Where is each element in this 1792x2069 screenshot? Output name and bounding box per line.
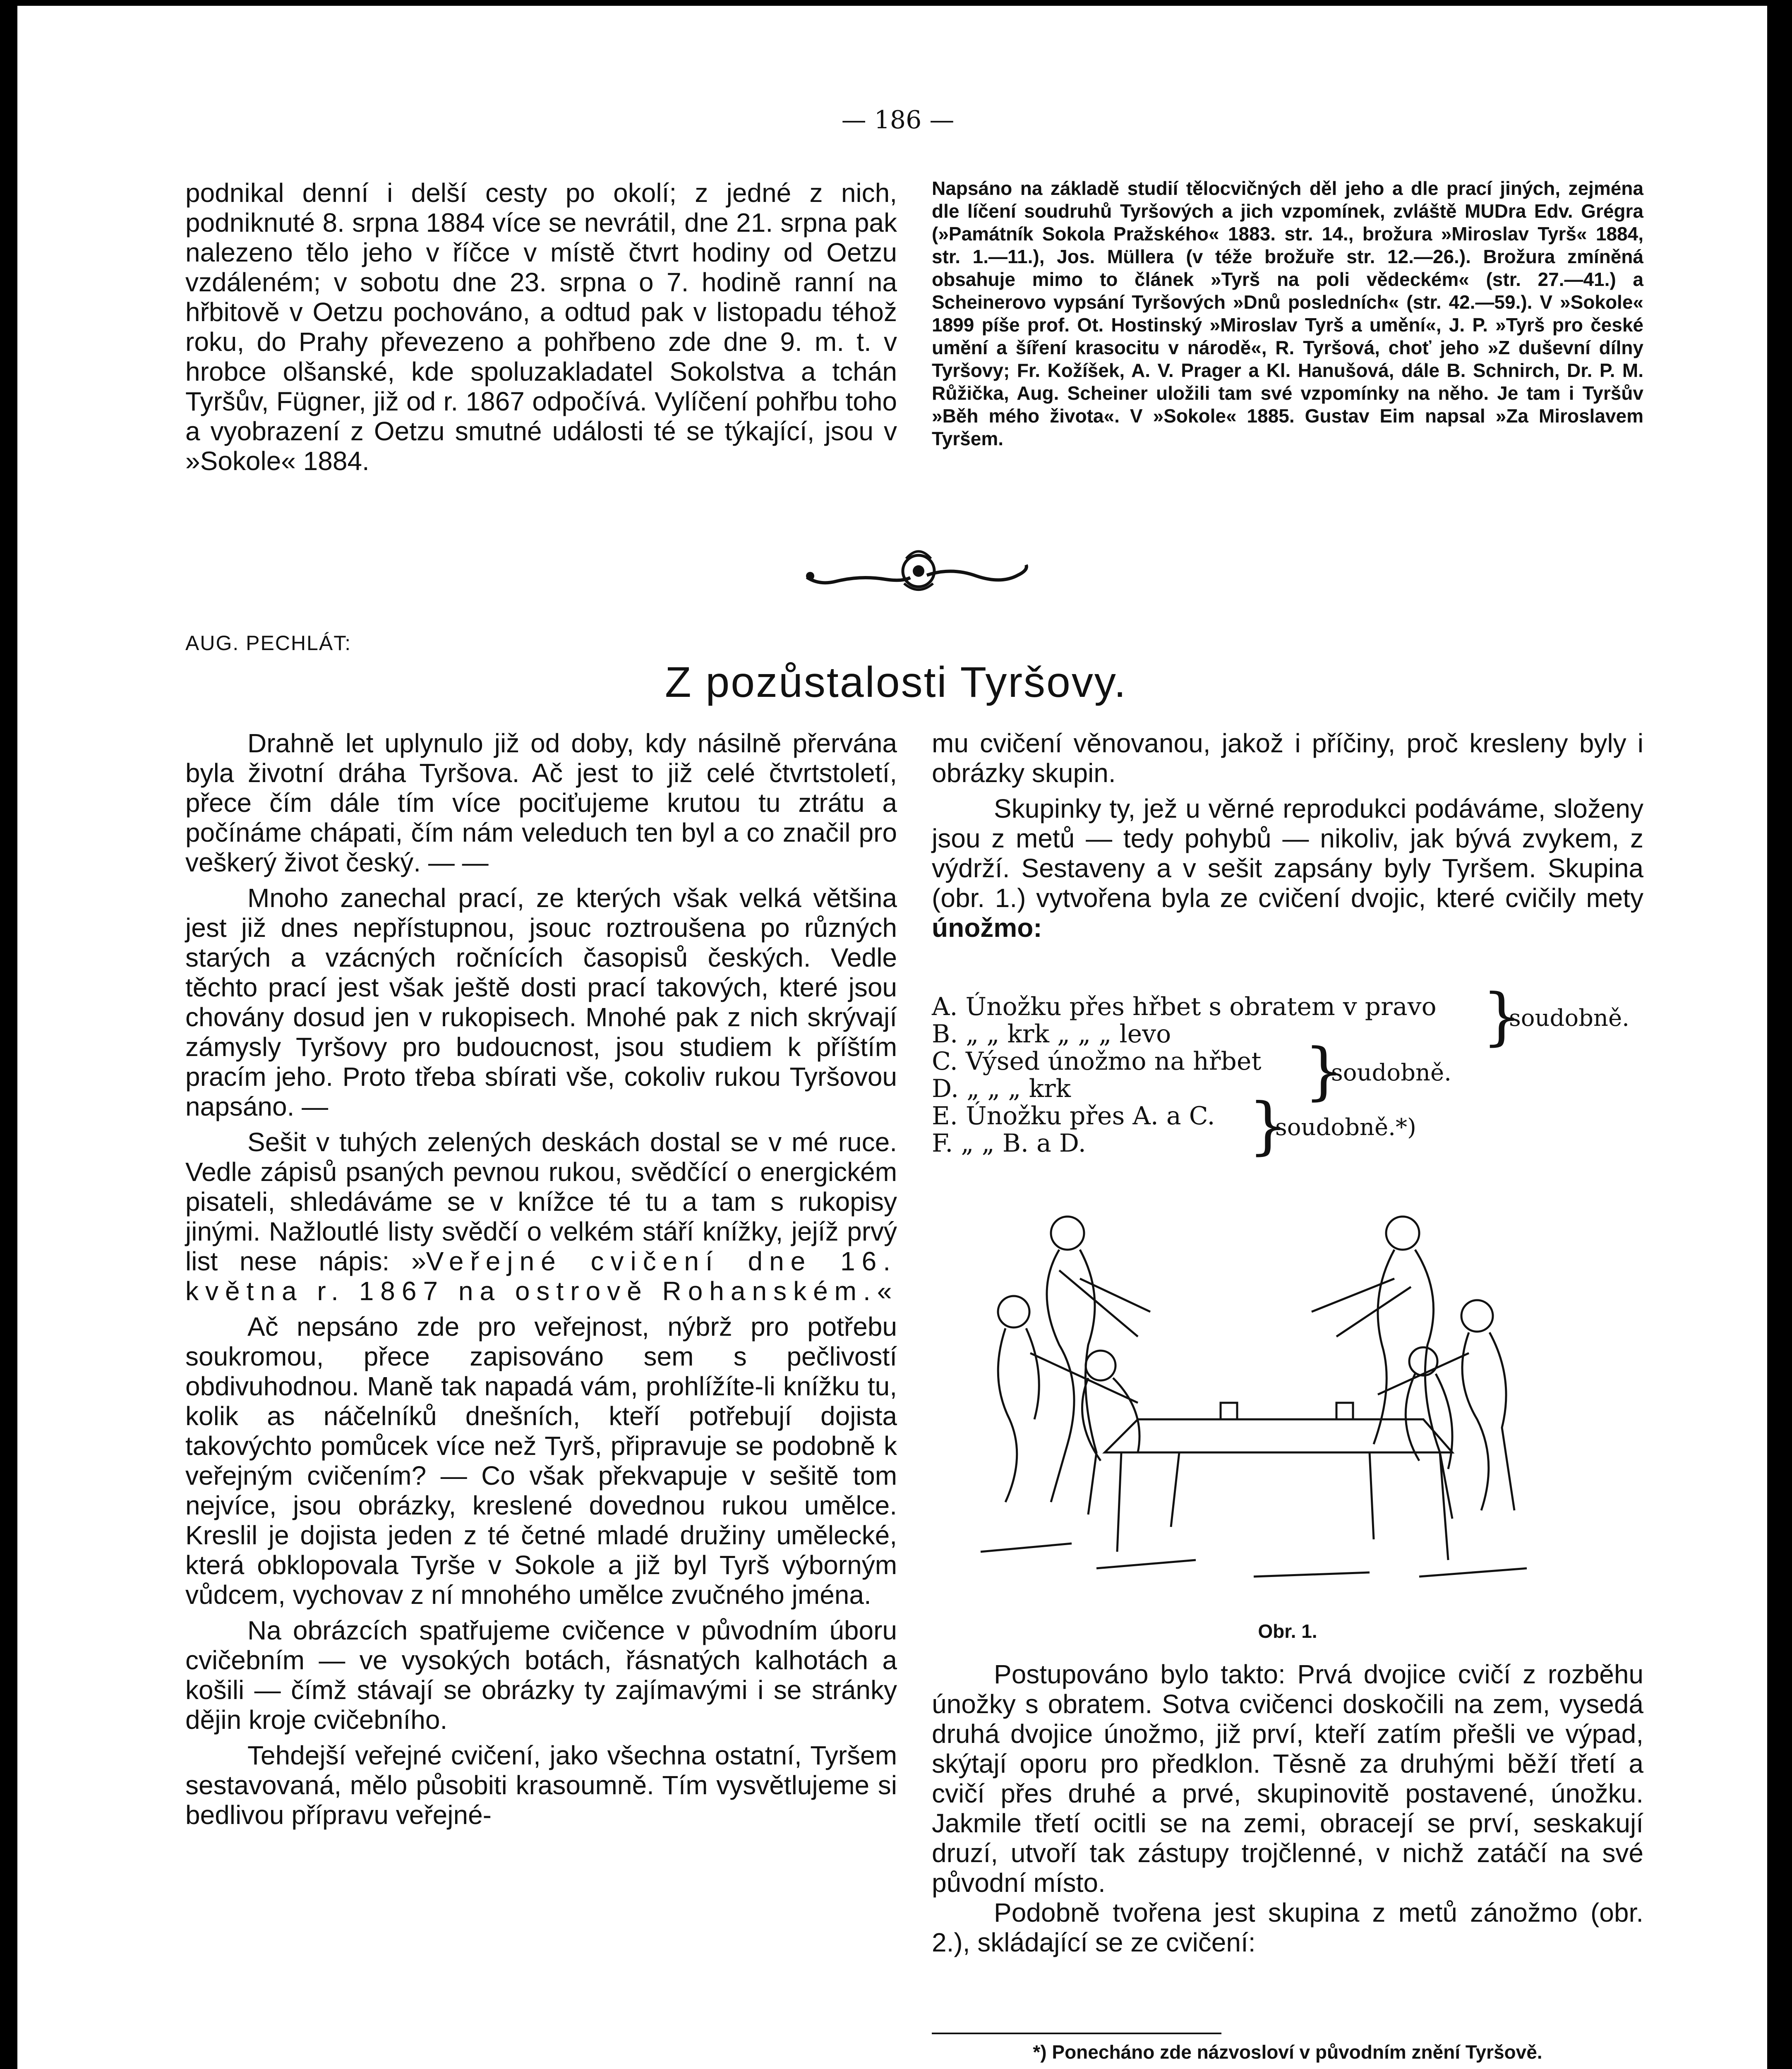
- footnote-divider: [932, 2033, 1221, 2034]
- right-column-continued: [932, 1659, 1643, 1957]
- gymnasts-group-illustration: [964, 1188, 1552, 1601]
- paragraph: [185, 1127, 897, 1306]
- brace-label: soudobně.: [1509, 1005, 1629, 1032]
- article-title: Z pozůstalosti Tyršovy.: [665, 658, 1127, 706]
- list-item: A. Únožku přes hřbet s obratem v pravo: [932, 992, 1437, 1021]
- text-span: Sešit v tuhých zelených deskách dostal se v mé ruce. Vedle zápisů psaných pevnou rukou, svědčící o energickém pisateli, shledáváme se v knížce té tu a tam s rukopisy jinými. Nažloutlé listy svědčí o velkém stáří knížky, jejíž prvý list nese nápis: »: [185, 1127, 897, 1276]
- top-right-note: Napsáno na základě studií tělocvičných děl jeho a dle prací jiných, zejména dle líčení soudruhů Tyršových a jich vzpomínek, zvláště MUDra Edv. Grégra (»Památník Sokola Pražského« 1883. str. 14., brožura »Miroslav Tyrš« 1884, str. 1.—11.), Jos. Müllera (v téže brožuře str. 12.—26.). Brožura zmíněná obsahuje mimo to článek »Tyrš na poli vědeckém« (str. 27.—41.) a Scheinerovo vypsání Tyršových »Dnů posledních« (str. 42.—59.). V »Sokole« 1899 píše prof. Ot. Hostinský »Miroslav Tyrš a umění«, J. P. »Tyrš pro české umění a šíření krasocitu v národě«, R. Tyršová, choť jeho »Z duševní dílny Tyršovy; Fr. Kožíšek, A. V. Prager a Kl. Hanušová, dále B. Schnirch, Dr. P. M. Růžička, Aug. Scheiner uložili tam své vzpomínky na něho. Je tam i Tyršův »Běh mého života«. V »Sokole« 1885. Gustav Eim napsal »Za Miroslavem Tyršem.: [932, 178, 1643, 449]
- list-item: C. Výsed únožmo na hřbet: [932, 1047, 1262, 1076]
- paragraph: mu cvičení věnovanou, jakož i příčiny, proč kresleny byly i obrázky skupin.: [932, 728, 1643, 788]
- brace: }: [1304, 1035, 1344, 1107]
- paragraph: Podobně tvořena jest skupina z metů zánožmo (obr. 2.), skládající se ze cvičení:: [932, 1898, 1643, 1957]
- text-span: «: [877, 1276, 892, 1306]
- paragraph: Mnoho zanechal prací, ze kterých však velká většina jest již dnes nepřístupnou, jsouc roztroušena po různých starých a vzácných ročnících časopisů českých. Vedle těchto prací jest však ještě dosti prací takových, které jsou chovány dosud jen v rukopisech. Mnohé pak z nich skrývají zámysly Tyršovy pro budoucnost, jsou studiem k příštím pracím jeho. Proto třeba sbírati vše, cokoliv rukou Tyršovou napsáno. —: [185, 883, 897, 1121]
- bold-text: únožmo:: [932, 913, 1042, 943]
- spaced-heading: Veřejné cvičení dne 16. května r. 1867 na ostrově Rohanském.: [185, 1246, 897, 1306]
- list-item: B. „ „ krk „ „ „ levo: [932, 1020, 1171, 1049]
- figure-caption: Obr. 1.: [1258, 1620, 1317, 1642]
- top-left-paragraph: podnikal denní i delší cesty po okolí; z jedné z nich, podniknuté 8. srpna 1884 více se nevrátil, dne 21. srpna pak nalezeno tělo jeho v říčce v místě čtvrt hodiny od Oetzu vzdáleném; v sobotu dne 23. srpna o 7. hodině ranní na hřbitově v Oetzu pochováno, a odtud pak v listopadu téhož roku, do Prahy převezeno a pohřbeno zde dne 9. m. t. v hrobce olšanské, kde spoluzakladatel Sokolstva a tchán Tyršův, Fügner, již od r. 1867 odpočívá. Vylíčení pohřbu toho a vyobrazení z Oetzu smutné události té se týkající, jsou v »Sokole« 1884.: [185, 178, 897, 476]
- paragraph: Ač nepsáno zde pro veřejnost, nýbrž pro potřebu soukromou, přece zapisováno sem s pečlivostí obdivuhodnou. Maně tak napadá vám, prohlížíte-li knížku tu, kolik as náčelníků dnešních, kteří potřebují dojista takovýchto pomůcek více než Tyrš, připravuje se podobně k veřejným cvičením? — Co však překvapuje v sešitě tom nejvíce, jsou obrázky, kreslené dovednou rukou umělce. Kreslil je dojista jeden z té četné mladé družiny umělecké, která obklopovala Tyrše v Sokole a již byl Tyrš výborným vůdcem, vychovav z ní mnohého umělce zvučného jména.: [185, 1312, 897, 1610]
- author-name: AUG. PECHLÁT:: [185, 631, 352, 655]
- brace: }: [1248, 1090, 1288, 1162]
- paragraph: Na obrázcích spatřujeme cvičence v původním úboru cvičebním — ve vysokých botách, řásnatých kalhotách a košili — čímž stávají se obrázky ty zajímavými i se stránky dějin kroje cvičebního.: [185, 1615, 897, 1735]
- text-span: Skupinky ty, jež u věrné reprodukci podáváme, složeny jsou z metů — tedy pohybů — nikoliv, jak bývá zvykem, z výdrží. Sestaveny a v sešit zapsány byly Tyršem. Skupina (obr. 1.) vytvořena byla ze cvičení dvojic, které cvičily mety: [932, 794, 1643, 913]
- list-item: E. Únožku přes A. a C.: [932, 1102, 1215, 1131]
- paragraph: Postupováno bylo takto: Prvá dvojice cvičí z rozběhu únožky s obratem. Sotva cvičenci doskočili na zem, vysedá druhá dvojice únožmo, již prví, kteří zatím přešli ve výpad, skýtají oporu pro předklon. Těsně za druhými běží třetí a cvičí přes druhé a prvé, skupinovitě postavené, únožku. Jakmile třetí ocitli se na zemi, obracejí se prví, seskakují druzí, utvoří tak zástupy trojčlenné, v nichž zatáčí na své původní místo.: [932, 1659, 1643, 1898]
- list-item: F. „ „ B. a D.: [932, 1129, 1086, 1158]
- paragraph: [932, 794, 1643, 943]
- right-column: [932, 728, 1643, 948]
- exercise-list: [932, 981, 1643, 1162]
- paragraph: Drahně let uplynulo již od doby, kdy násilně přervána byla životní dráha Tyršova. Ač jest to již celé čtvrtstoletí, přece čím dále tím více pociťujeme krutou tu ztrátu a počínáme chápati, čím nám veleduch ten byl a co značil pro veškerý život český. — —: [185, 728, 897, 877]
- brace: }: [1482, 981, 1522, 1053]
- paragraph: Tehdejší veřejné cvičení, jako všechna ostatní, Tyršem sestavovaná, mělo působiti krasoumně. Tím vysvětlujeme si bedlivou přípravu veřejné-: [185, 1740, 897, 1830]
- brace-label: soudobně.: [1331, 1059, 1451, 1086]
- ornament-divider: [803, 546, 1034, 600]
- left-column: [185, 728, 897, 1836]
- page-number: — 186 —: [841, 106, 955, 134]
- footnote: *) Ponecháno zde názvosloví v původním znění Tyršově.: [1033, 2041, 1543, 2063]
- brace-label: soudobně.*): [1275, 1114, 1416, 1141]
- list-item: D. „ „ „ krk: [932, 1074, 1071, 1103]
